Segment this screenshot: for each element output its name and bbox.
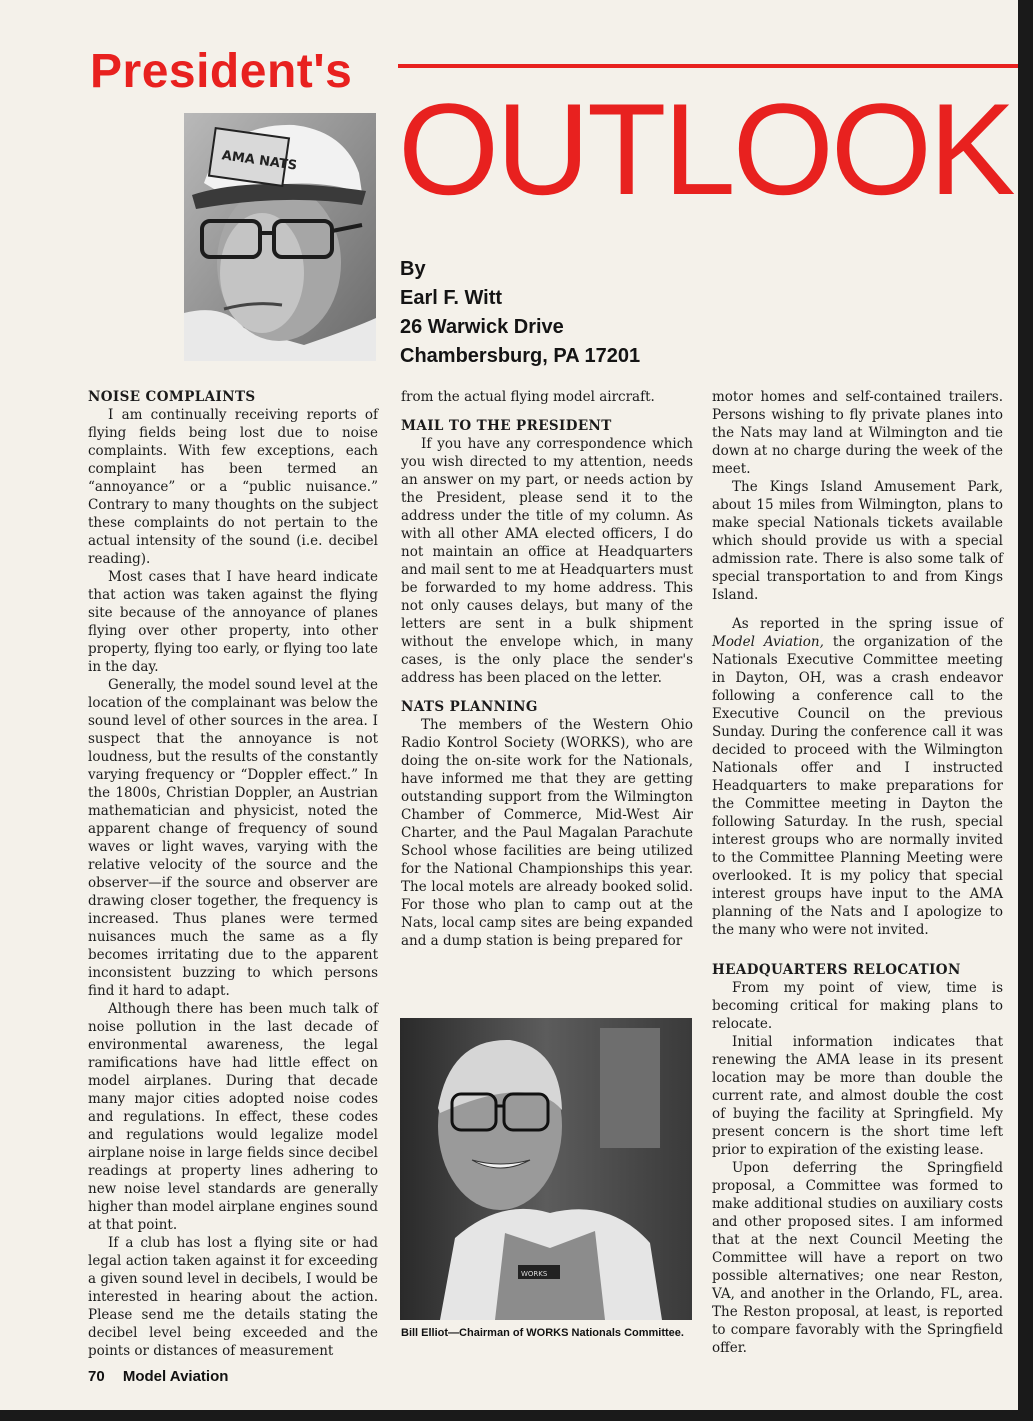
text-run: As reported in the spring issue of bbox=[732, 616, 1003, 632]
article-column-3 bbox=[712, 388, 1003, 1357]
cap-logo-text: AMA NATS bbox=[220, 148, 298, 174]
paragraph: Initial information indicates that renewing the AMA lease in its present location may be more than double the current rate, and almost double the cost of buying the facility at Springfield. My present concern is the short time left prior to expiration of the existing lease. bbox=[712, 1034, 1003, 1158]
section-heading-headquarters: HEADQUARTERS RELOCATION bbox=[712, 962, 961, 978]
paragraph: If a club has lost a flying site or had legal action taken against it for exceeding a given sound level in decibels, I would be interested in hearing about the action. Please send me the details stating the decibel level being exceeded and the points or distances of measurement bbox=[88, 1235, 378, 1359]
magazine-name: Model Aviation bbox=[122, 1368, 229, 1385]
chairman-photo bbox=[400, 1018, 692, 1320]
paragraph: The Kings Island Amusement Park, about 15 miles from Wilmington, plans to make special Nationals tickets available which should provide us with a special admission rate. There is also some talk of special transportation to and from Kings Island. bbox=[712, 479, 1003, 603]
paragraph: Although there has been much talk of noise pollution in the last decade of environmental awareness, the legal ramifications have had little effect on model airplanes. During that decade many major cities adopted noise codes and regulations. In effect, these codes and regulations would legalize model airplane noise in large fields since decibel readings at property lines adhering to new noise level standards are generally higher than model airplane engines sound at that point. bbox=[88, 1001, 378, 1233]
paragraph: from the actual flying model aircraft. bbox=[401, 389, 655, 405]
paragraph: motor homes and self-contained trailers. Persons wishing to fly private planes into the Nats may land at Wilmington and tie down at no charge during the week of the meet. bbox=[712, 389, 1003, 477]
author-portrait-drawing bbox=[184, 113, 376, 361]
paragraph: I am continually receiving reports of flying fields being lost due to noise complaints. With few exceptions, each complaint has been termed an “annoyance” or a “public nuisance.” Contrary to many thoughts on the subject these complaints do not pertain to the actual intensity of the sound (i.e. decibel reading). bbox=[88, 407, 378, 567]
text-run: the organization of the Nationals Executive Committee meeting in Dayton, OH, was a crash endeavor following a conference call to the Executive Council on the previous Sunday. During the conference call it was decided to proceed with the Wilmington Nationals offer and I instructed Headquarters to make preparations for the Committee meeting in Dayton the following Saturday. In the rush, special interest groups who are normally invited to the Committee Planning Meeting were overlooked. It is my policy that special interest groups have input to the AMA planning of the Nats and I apologize to the many who were not invited. bbox=[712, 634, 1003, 938]
author-portrait bbox=[184, 113, 376, 361]
article-column-2 bbox=[401, 388, 693, 950]
chairman-photo-drawing bbox=[400, 1018, 692, 1320]
header-rule bbox=[398, 64, 1018, 68]
column-title: OUTLOOK bbox=[398, 76, 1013, 222]
paragraph: Upon deferring the Springfield proposal, a Committee was formed to make additional studies on auxiliary costs and other proposed sites. I am informed that at the next Council Meeting the Committee will have a report on two possible alternatives; one near Reston, VA, and another in the Orlando, FL, area. The Reston proposal, at least, is reported to compare favorably with the Springfield offer. bbox=[712, 1160, 1003, 1356]
byline-street: 26 Warwick Drive bbox=[400, 316, 564, 338]
paragraph: From my point of view, time is becoming critical for making plans to relocate. bbox=[712, 980, 1003, 1032]
paragraph: The members of the Western Ohio Radio Kontrol Society (WORKS), who are doing the on-site work for the Nationals, have informed me that they are getting outstanding support from the Wilmington Chamber of Commerce, Mid-West Air Charter, and the Paul Magalan Parachute School whose facilities are being utilized for the National Championships this year. The local motels are already booked solid. For those who plan to camp out at the Nats, local camp sites are being expanded and a dump station is being prepared for bbox=[401, 717, 693, 949]
article-column-1 bbox=[88, 388, 378, 1360]
paragraph: If you have any correspondence which you wish directed to my attention, needs an answer on my part, or needs action by the President, please send it to the address under the title of my column. As with all other AMA elected officers, I do not maintain an office at Headquarters and mail sent to me at Headquarters must be forwarded to my home address. This not only causes delays, but many of the letters are sent in a bulk shipment without the envelope which, in many cases, is the only place the sender's address has been placed on the letter. bbox=[401, 436, 693, 686]
byline-by: By bbox=[400, 258, 426, 280]
page-footer bbox=[88, 1368, 242, 1385]
author-byline bbox=[400, 255, 640, 371]
paragraph: Most cases that I have heard indicate that action was taken against the flying site because of the annoyance of planes flying over other property, into other property, flying too early, or flying too late in the day. bbox=[88, 569, 378, 675]
photo-caption: Bill Elliot—Chairman of WORKS Nationals Committee. bbox=[401, 1327, 684, 1339]
paragraph bbox=[712, 615, 1003, 939]
page-number: 70 bbox=[88, 1368, 105, 1385]
section-heading-nats: NATS PLANNING bbox=[401, 699, 538, 715]
magazine-name-italic: Model Aviation, bbox=[712, 634, 824, 650]
column-kicker: President's bbox=[90, 45, 353, 98]
byline-name: Earl F. Witt bbox=[400, 287, 503, 309]
section-heading-mail: MAIL TO THE PRESIDENT bbox=[401, 418, 612, 434]
section-heading-noise: NOISE COMPLAINTS bbox=[88, 389, 256, 405]
name-badge-text: WORKS bbox=[521, 1270, 548, 1278]
paragraph: Generally, the model sound level at the location of the complainant was below the sound level of other sources in the area. I suspect that the annoyance is not loudness, but the results of the constantly varying frequency or “Doppler effect.” In the 1800s, Christian Doppler, an Austrian mathematician and physicist, noted the apparent change of frequency of sound waves or light waves, varying with the relative velocity of the source and the observer—if the source and observer are drawing closer together, the frequency is increased. Thus planes were termed nuisances much the same as a fly becomes irritating due to the apparent inconsistent buzzing to which persons find it hard to adapt. bbox=[88, 677, 378, 999]
byline-city: Chambersburg, PA 17201 bbox=[400, 345, 641, 367]
